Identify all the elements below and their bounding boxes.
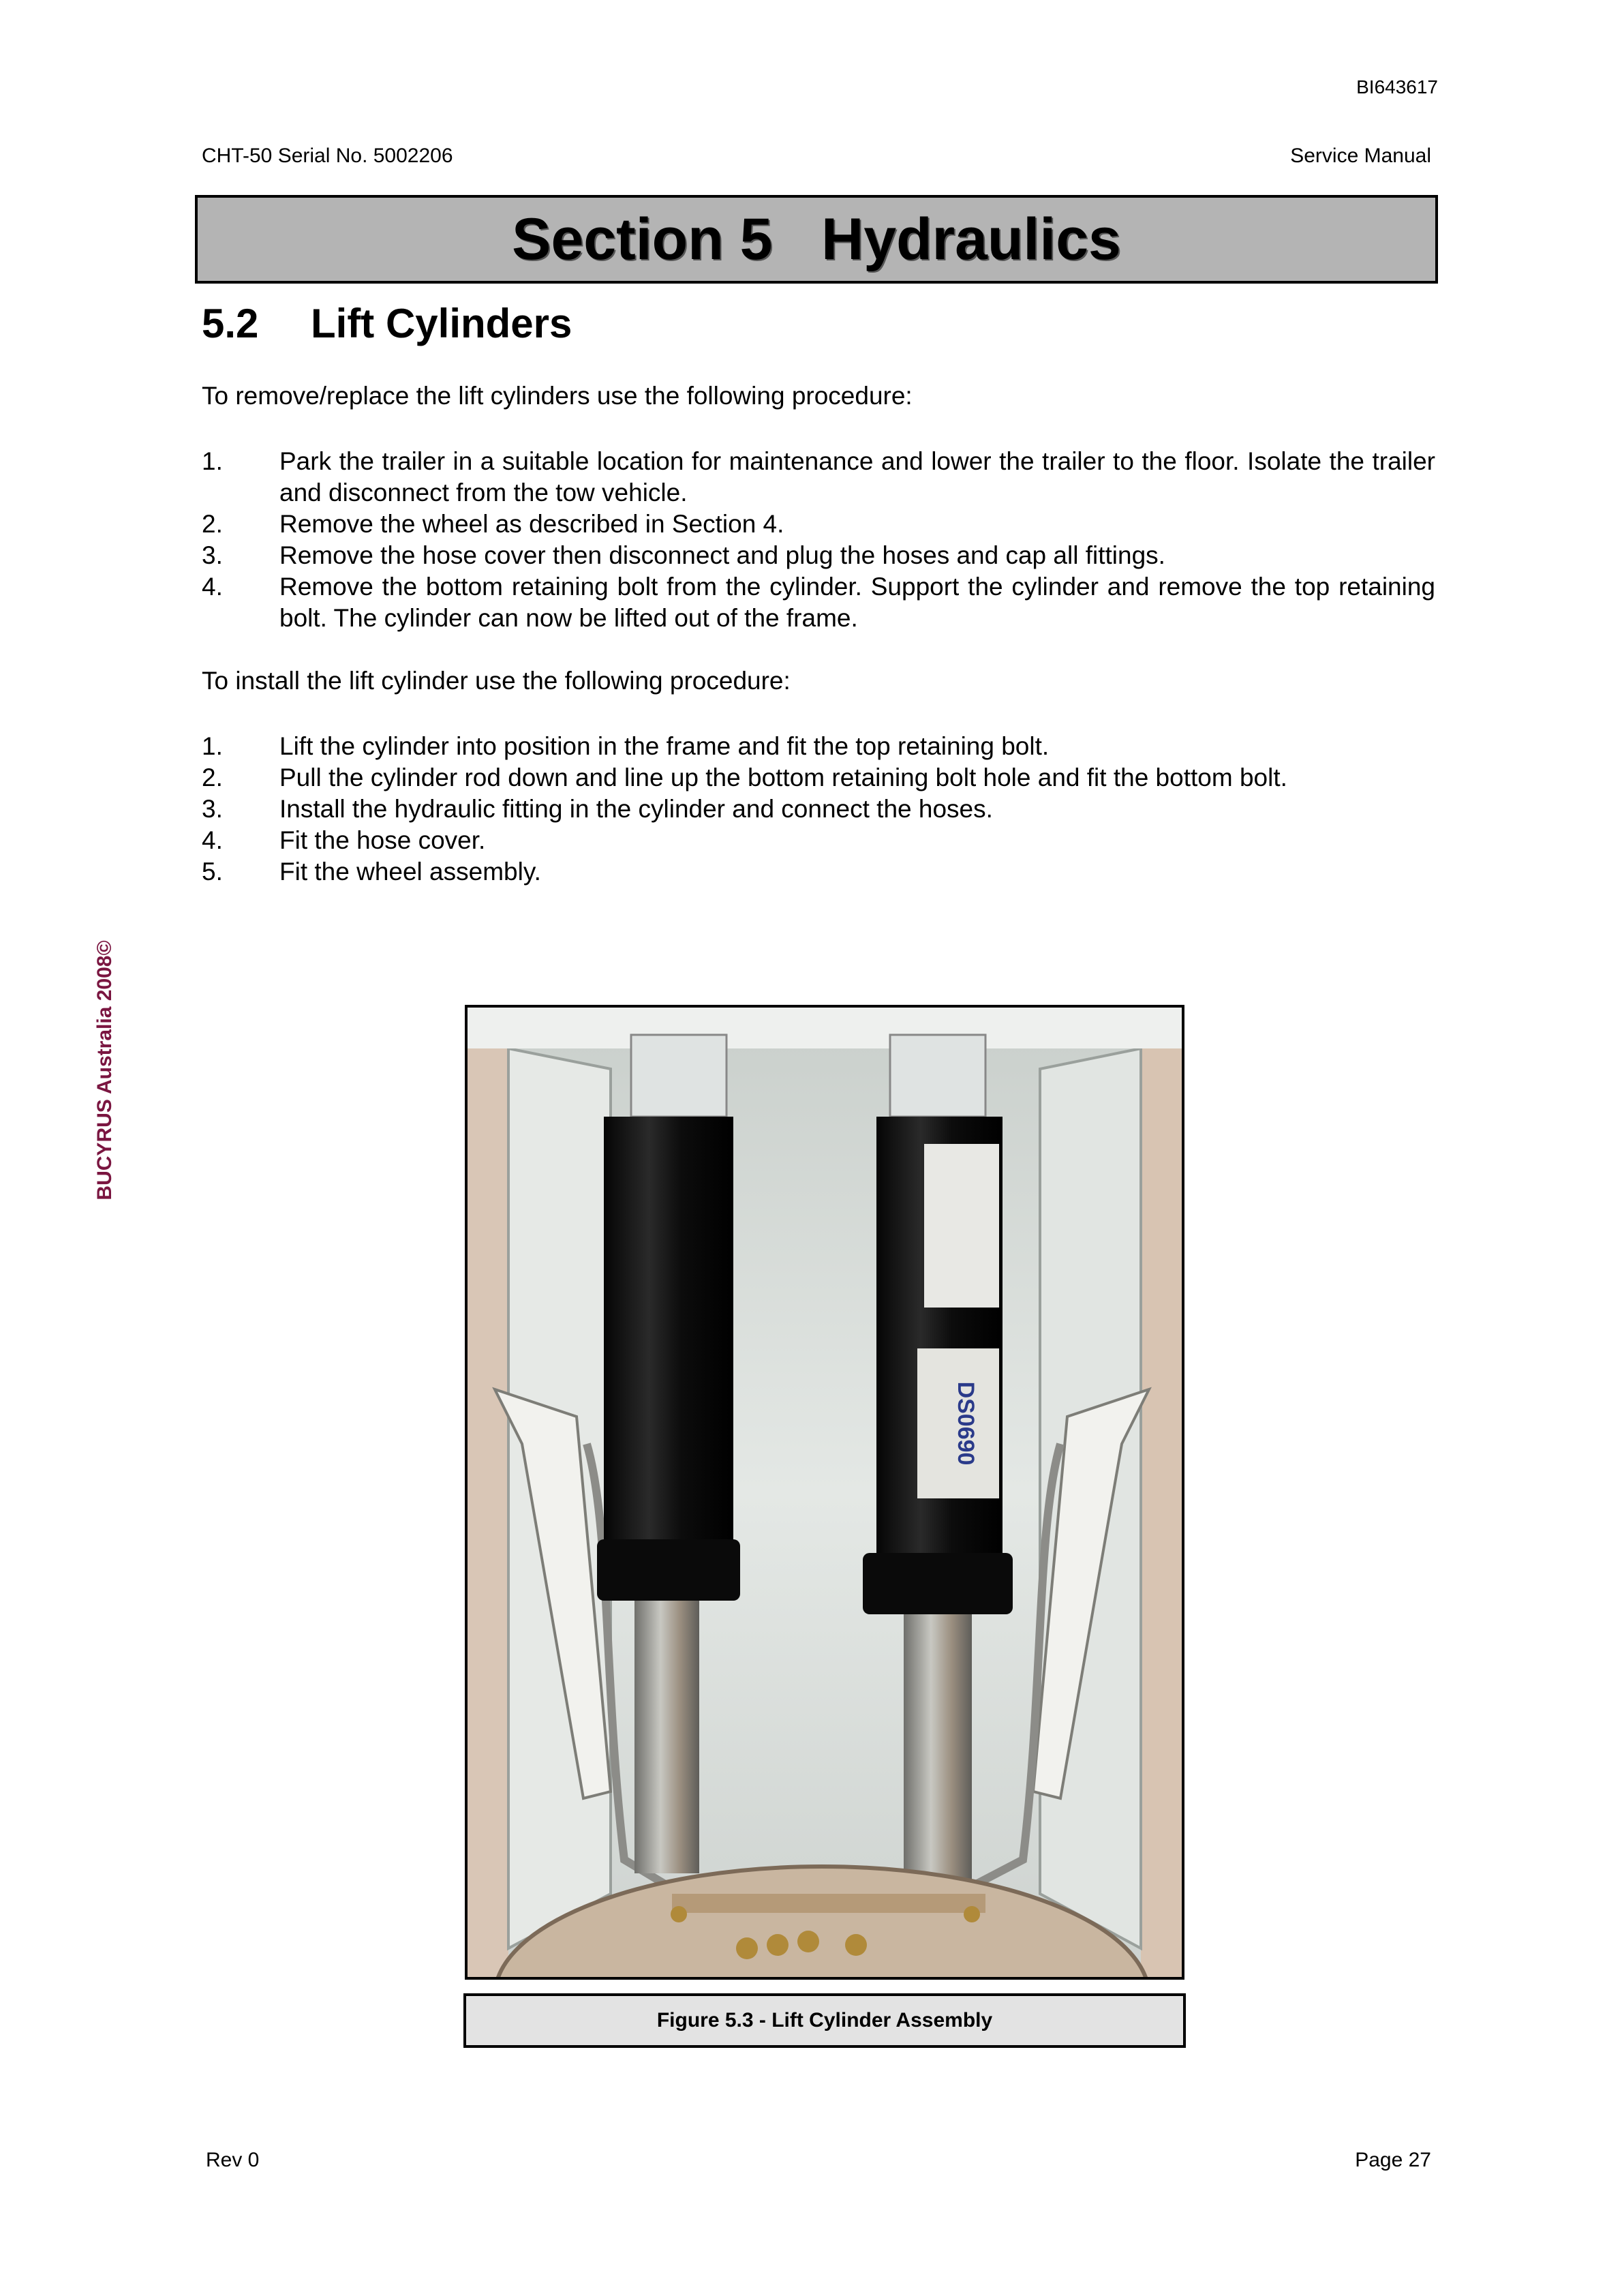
- list-item: [202, 762, 1435, 794]
- list-item: [202, 571, 1435, 634]
- step-text: Pull the cylinder rod down and line up the bottom retaining bolt hole and fit the bottom bolt.: [279, 764, 1287, 791]
- footer-revision: Rev 0: [206, 2149, 260, 2171]
- figure-caption: Figure 5.3 - Lift Cylinder Assembly: [656, 2009, 993, 2031]
- header-serial: CHT-50 Serial No. 5002206: [202, 145, 453, 167]
- step-number: 5.: [202, 858, 223, 886]
- list-item: [202, 825, 1435, 856]
- step-text: Remove the hose cover then disconnect and plug the hoses and cap all fittings.: [279, 541, 1165, 569]
- list-item: [202, 446, 1435, 509]
- step-number: 1.: [202, 732, 223, 760]
- step-text: Remove the wheel as described in Section 4.: [279, 510, 784, 538]
- lift-cylinder-photo: [465, 1005, 1184, 1980]
- step-text: Remove the bottom retaining bolt from the cylinder. Support the cylinder and remove the top retaining bolt. The cylinder can now be lifted out of the frame.: [279, 573, 1435, 632]
- step-number: 3.: [202, 541, 223, 569]
- install-steps-list: [202, 731, 1435, 888]
- figure-caption-box: [463, 1993, 1186, 2048]
- document-id: BI643617: [1356, 76, 1438, 97]
- subsection-number: 5.2: [202, 301, 259, 346]
- footer-page-number: Page 27: [1355, 2149, 1431, 2171]
- step-number: 2.: [202, 510, 223, 538]
- list-item: [202, 540, 1435, 571]
- lift-cylinder-illustration: [468, 1008, 1182, 1977]
- step-number: 1.: [202, 447, 223, 475]
- step-text: Lift the cylinder into position in the frame and fit the top retaining bolt.: [279, 732, 1050, 760]
- subsection-heading: [202, 300, 572, 347]
- list-item: [202, 731, 1435, 762]
- header-manual: Service Manual: [1290, 145, 1431, 167]
- step-text: Park the trailer in a suitable location for maintenance and lower the trailer to the floor. Isolate the trailer and disconnect from the tow vehicle.: [279, 447, 1435, 507]
- step-text: Fit the hose cover.: [279, 826, 486, 854]
- subsection-title: Lift Cylinders: [311, 301, 572, 346]
- step-number: 2.: [202, 764, 223, 791]
- list-item: [202, 509, 1435, 540]
- install-intro: To install the lift cylinder use the following procedure:: [202, 667, 791, 695]
- copyright-side-text: BUCYRUS Australia 2008©: [93, 940, 116, 1200]
- step-number: 4.: [202, 573, 223, 601]
- section-banner: [195, 195, 1438, 284]
- section-title: Section 5 Hydraulics: [512, 206, 1121, 272]
- step-text: Fit the wheel assembly.: [279, 858, 541, 886]
- cylinder-label-text: DS0690: [953, 1381, 979, 1466]
- step-number: 3.: [202, 795, 223, 823]
- removal-intro: To remove/replace the lift cylinders use the following procedure:: [202, 382, 913, 410]
- list-item: [202, 856, 1435, 888]
- list-item: [202, 794, 1435, 825]
- removal-steps-list: [202, 446, 1435, 634]
- step-number: 4.: [202, 826, 223, 854]
- step-text: Install the hydraulic fitting in the cylinder and connect the hoses.: [279, 795, 993, 823]
